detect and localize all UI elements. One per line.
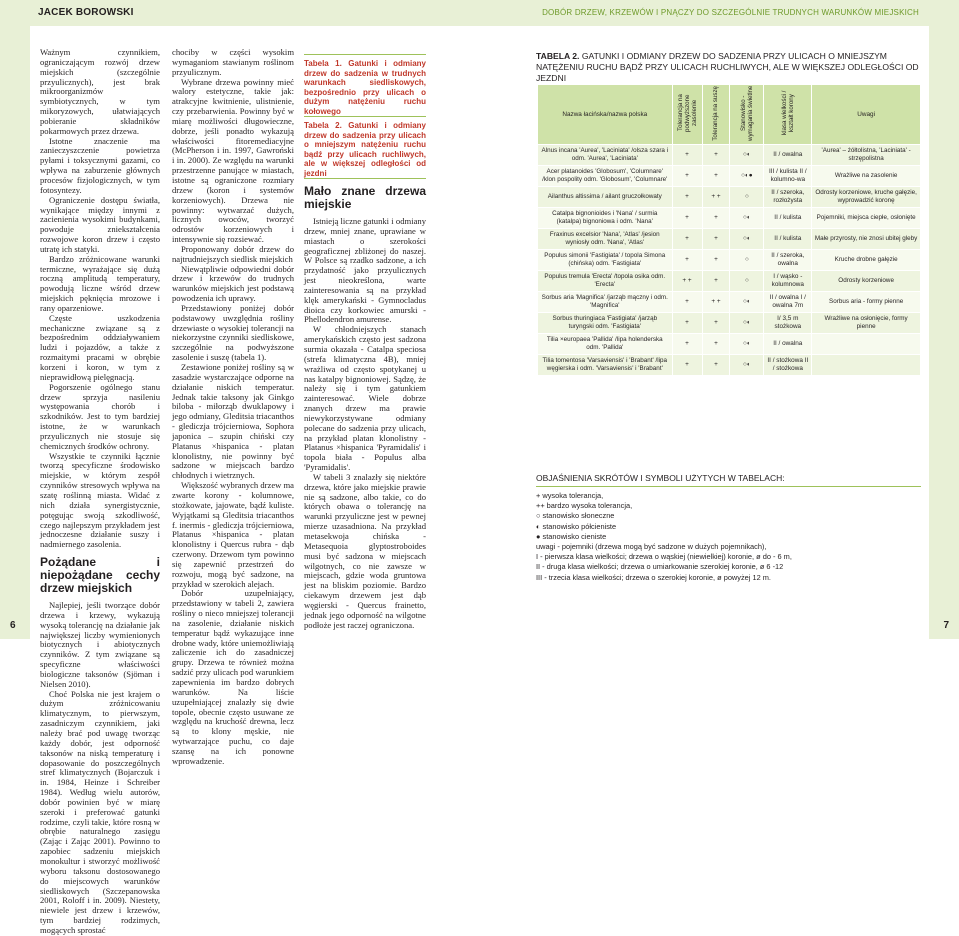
- paragraph: Ograniczenie dostępu światła, wynikające między innymi z zacienienia wysokimi budynkami, powoduje zniekształcenia rozwojowe koron drzew i często utratę ich statyki.: [40, 194, 160, 254]
- table-row: [538, 334, 921, 355]
- column-header-drought: Tolerancja na suszę: [702, 85, 730, 145]
- table-cell: Małe przyrosty, nie znosi ubitej gleby: [812, 229, 921, 250]
- column-header-notes: Uwagi: [812, 85, 921, 145]
- table-row: [538, 208, 921, 229]
- table-cell: III / kulista II / kolumno-wa: [764, 166, 812, 187]
- table-cell: ○◐: [730, 334, 764, 355]
- table-cell: +: [702, 313, 730, 334]
- table-cell: +: [672, 187, 702, 208]
- table-cell: Odrosty korzeniowe: [812, 271, 921, 292]
- table-cell: Kruche drobne gałęzie: [812, 250, 921, 271]
- table-1-caption: Tabela 1. Gatunki i odmiany drzew do sadzenia w trudnych warunkach siedliskowych, bezpośrednio przy ulicach o dużym natężeniu ruchu kołowego: [304, 59, 426, 116]
- column-header-light: Stanowisko - wymagania świetlne: [730, 85, 764, 145]
- column-header-salt: Tolerancja na podwyższone zasolenie: [672, 85, 702, 145]
- table-row: [538, 187, 921, 208]
- table-cell: +: [672, 355, 702, 376]
- table-cell: Ailanthus altissima / ailant gruczołkowaty: [538, 187, 673, 208]
- table-2-title-text: GATUNKI I ODMIANY DRZEW DO SADZENIA PRZY ULICACH O MNIEJSZYM NATĘŻENIU RUCHU BĄDŹ PRZY ULICACH RUCHLIWYCH, ALE W WIĘKSZEJ ODLEGŁOŚCI OD JEZDNI: [536, 51, 919, 83]
- table-cell: +: [702, 145, 730, 166]
- divider: [536, 486, 921, 487]
- table-cell: + +: [672, 271, 702, 292]
- paragraph: Niewątpliwie odpowiedni dobór drzew i krzewów do trudnych warunków miejskich jest podstawą powodzenia ich uprawy.: [172, 263, 294, 304]
- table-cell: Wrażliwe na zasolenie: [812, 166, 921, 187]
- table-cell: ○: [730, 271, 764, 292]
- legend-item: III - trzecia klasa wielkości; drzewa o szerokiej koronie, ø powyżej 12 m.: [536, 572, 771, 582]
- table-cell: ○◐: [730, 229, 764, 250]
- table-cell: +: [702, 355, 730, 376]
- table-row: [538, 313, 921, 334]
- table-cell: Catalpa bignonioides i 'Nana' / surmia (katalpa) bignoniowa i odm. 'Nana': [538, 208, 673, 229]
- table-cell: ○◐: [730, 355, 764, 376]
- table-cell: ○◐: [730, 208, 764, 229]
- table-2-label: TABELA 2.: [536, 51, 580, 61]
- table-cell: II / szeroka, rozłożysta: [764, 187, 812, 208]
- table-cell: Wrażliwe na osłonięcie, formy pienne: [812, 313, 921, 334]
- left-margin-band: [0, 26, 30, 639]
- legend-item: ○ stanowisko słoneczne: [536, 511, 615, 521]
- table-cell: +: [672, 334, 702, 355]
- table-cell: +: [672, 208, 702, 229]
- table-cell: +: [702, 334, 730, 355]
- table-cell: ○◐: [730, 313, 764, 334]
- table-2: [537, 84, 921, 376]
- text-column-2: [172, 47, 294, 766]
- legend-item: II - druga klasa wielkości; drzewa o umiarkowanie szerokiej koronie, ø 6 -12: [536, 562, 784, 572]
- table-cell: [812, 334, 921, 355]
- legend-item: ++ bardzo wysoka tolerancja,: [536, 501, 633, 511]
- column-header-name: Nazwa łacińska/nazwa polska: [538, 85, 673, 145]
- table-header-row: [538, 85, 921, 145]
- table-cell: Odrosty korzeniowe, kruche gałęzie, wyprowadzić koronę: [812, 187, 921, 208]
- section-heading-desired-traits: Pożądane i niepożądane cechy drzew miejskich: [40, 555, 160, 596]
- table-cell: 'Aurea' – żółtolistna, 'Laciniata' - strzępolistna: [812, 145, 921, 166]
- paragraph: Proponowany dobór drzew do najtrudniejszych siedlisk miejskich: [172, 243, 294, 264]
- paragraph: Najlepiej, jeśli tworzące dobór drzewa i krzewy, wykazują wysoką tolerancję na działanie jak największej liczby wymienionych biotycznych i abiotycznych czynników. Z tym związane są specyficzne właściwości biologiczne taksonów (Sjöman i Nielsen 2010).: [40, 600, 160, 689]
- table-cell: +: [672, 292, 702, 313]
- paragraph: Choć Polska nie jest krajem o dużym zróżnicowaniu klimatycznym, to pierwszym, zasadniczym czynnikiem, jaki należy brać pod uwagę tworząc każdy dobór, jest odporność taksonów na niską temperaturę i dopasowanie do poszczególnych stref klimatycznych (Bojarczuk i in. 1984, Heinze i Schreiber 1984). Według wielu autorów, dobór powinien być w miarę szeroki i preferować gatunki rodzime, czyli takie, które rosną w obrębie naturalnego zasięgu (Zając i Zając 2001). Powinno to zapobiec sadzeniu miejskich monokultur i stworzyć możliwość wyboru taksonu dostosowanego do miejscowych warunków siedliskowych (Szczepanowska 2001, Roloff i in. 2009). Niestety, niewiele jest drzew i krzewów, tym bardziej rodzimych, mogących sprostać: [40, 688, 160, 935]
- table-cell: Populus simonii 'Fastigiata' / topola Simona (chińska) odm. 'Fastigiata': [538, 250, 673, 271]
- table-row: [538, 166, 921, 187]
- paragraph: Pogorszenie ogólnego stanu drzew sprzyja nasileniu występowania chorób i szkodników. Jest to tym bardziej istotne, że w warunkach przyulicznych nie stosuje się chemicznych środków ochrony.: [40, 381, 160, 451]
- table-row: [538, 145, 921, 166]
- table-cell: + +: [702, 292, 730, 313]
- table-cell: [812, 355, 921, 376]
- table-cell: II / stożkowa II / stożkowa: [764, 355, 812, 376]
- paragraph: Ważnym czynnikiem, ograniczającym rozwój drzew miejskich (szczególnie przyulicznych), jest brak mikroorganizmów symbiotycznych, w tym mikoryzowych, ułatwiających pobieranie składników pokarmowych przez drzewa.: [40, 47, 160, 136]
- table-cell: II / owalna I / owalna 7m: [764, 292, 812, 313]
- table-cell: +: [672, 313, 702, 334]
- page-number-left: 6: [10, 620, 16, 631]
- paragraph: W tabeli 3 znalazły się niektóre drzewa, które jako miejskie prawie nie są sadzone, albo takie, co do których obawa o tolerancję na warunki przyuliczne jest w pewnej mierze uzasadniona. Na przykład metasekwoja chińska - Metasequoia glyptostroboides musi być sadzona w miejscach wilgotnych, co nie zawsze w miejscach, gdzie woda gruntowa jest na bliskim poziomie. Bardzo ciekawym drzewem jest dąb węgierski - Quercus frainetto, jednak jego odporność na wilgotne podłoże jest raczej ograniczona.: [304, 471, 426, 630]
- table-cell: I / wąsko -kolumnowa: [764, 271, 812, 292]
- paragraph: Istnieją liczne gatunki i odmiany drzew, mniej znane, uprawiane w miastach o szerokości geograficznej zbliżonej do naszej. W Polsce są rzadko sadzone, a ich przydatność jako przyulicznych jest nieokreślona, warte zainteresowania są na przykład klęk amerykański - Gymnocladus dioica czy korkowiec amurski - Phellodendron amurense.: [304, 216, 426, 325]
- table-row: [538, 355, 921, 376]
- paragraph: Większość wybranych drzew ma zwarte korony - kolumnowe, stożkowate, jajowate, bądź kuliste. Wyjątkami są Gleditsia triacanthos f. inermis - glediczja trójcierniowa, Platanus ×hispanica - platan klonolistny i Quercus rubra - dąb czerwony. Drzewom tym powinno się zapewnić przestrzeń do rozwoju, mogą być sadzone, na przykład w szerokich alejach.: [172, 480, 294, 589]
- paragraph: Istotne znaczenie ma zanieczyszczenie powietrza pyłami i toksycznymi gazami, co wpływa na zaburzenie głównych procesów fizjologicznych, w tym fotosyntezy.: [40, 135, 160, 195]
- table-cell: Sorbus aria 'Magnifica' /jarząb mączny i odm. 'Magnifica': [538, 292, 673, 313]
- table-2-caption: Tabela 2. Gatunki i odmiany drzew do sadzenia przy ulicach o mniejszym natężeniu ruchu bądź przy ulicach ruchliwych, ale w większej odległości od jezdni: [304, 121, 426, 178]
- table-cell: Alnus incana 'Aurea', 'Laciniata' /olsza szara i odm. 'Aurea', 'Laciniata': [538, 145, 673, 166]
- column-header-size: klasa wielkości / kształt korony: [764, 85, 812, 145]
- divider: [304, 116, 426, 117]
- divider: [304, 54, 426, 55]
- paragraph: Częste uszkodzenia mechaniczne związane są z bezpośrednim oddziaływaniem ludzi i pojazdów, a także z rozmaitymi pracami w obrębie korzeni i koron, w tym z nieprawidłową pielęgnacją.: [40, 312, 160, 382]
- table-cell: II / szeroka, owalna: [764, 250, 812, 271]
- table-cell: ○◐●: [730, 166, 764, 187]
- table-cell: Fraxinus excelsior 'Nana', 'Atlas' /jesion wyniosły odm. 'Nana', 'Atlas': [538, 229, 673, 250]
- legend-item: + wysoka tolerancja,: [536, 491, 604, 500]
- table-cell: +: [702, 208, 730, 229]
- table-cell: Tilia ×europaea 'Pallida' /lipa holenderska odm. 'Pallida': [538, 334, 673, 355]
- table-cell: Sorbus thuringiaca 'Fastigiata' /jarząb turyngski odm. 'Fastigiata': [538, 313, 673, 334]
- table-cell: II / kulista: [764, 208, 812, 229]
- table-cell: ○: [730, 187, 764, 208]
- legend-item: ◐ stanowisko półcieniste: [536, 521, 617, 531]
- table-cell: Pojemniki, miejsca ciepłe, osłonięte: [812, 208, 921, 229]
- table-cell: +: [672, 229, 702, 250]
- table-cell: +: [702, 271, 730, 292]
- text-column-3: [304, 54, 426, 642]
- table-cell: ○◐: [730, 292, 764, 313]
- table-cell: + +: [702, 187, 730, 208]
- table-cell: Acer platanoides 'Globosum', 'Columnare' /klon pospolity odm. 'Globosum', 'Columnare': [538, 166, 673, 187]
- legend-item: ● stanowisko cieniste: [536, 531, 607, 541]
- paragraph: Zestawione poniżej rośliny są w zasadzie wystarczające odporne na działanie niskich temperatur. Jednak takie taksony jak Ginkgo biloba - miłorząb dwuklapowy i jego odmiany, Gleditsia triacanthos - glediczja trójcierniowa, Sophora japonica – szupin chiński czy Platanus ×hispanica - platan klonolistny, nie powinny być sadzone w miejscach bardzo chłodnych i wietrznych.: [172, 362, 294, 481]
- legend-list: [536, 491, 921, 583]
- paragraph: Dobór uzupełniający, przedstawiony w tabeli 2, zawiera rośliny o nieco mniejszej tolerancji na zasolenie, działanie niskich temperatur bądź wykazujące inne drobne wady, które uniemożliwiają zaliczenie ich do zasadniczej grupy. Drzewa te również można sadzić przy ulicach pod warunkiem zapewnienia im bardzo dobrych warunków. Na liście uzupełniającej znalazły się dwie topole, obecnie często usuwane ze względu na kruchość drewna, lecz są to klony męskie, nie wytwarzające puchu, co daje szansę na ich ponowne wprowadzenie.: [172, 588, 294, 766]
- table-cell: I/ 3,5 m stożkowa: [764, 313, 812, 334]
- paragraph: Bardzo zróżnicowane warunki termiczne, wyrażające się dużą roczną amplitudą temperatury, powodują liczne wśród drzew miejskich pęknięcia mrozowe i rany oparzeniowe.: [40, 253, 160, 313]
- table-row: [538, 229, 921, 250]
- table-cell: Tilia tomentosa 'Varsaviensis' i 'Brabant' /lipa węgierska i odm. 'Varsaviensis' i 'Brabant': [538, 355, 673, 376]
- page-number-right: 7: [943, 620, 949, 631]
- divider: [304, 178, 426, 179]
- table-cell: Populus tremula 'Erecta' /topola osika odm. 'Erecta': [538, 271, 673, 292]
- table-cell: +: [672, 166, 702, 187]
- table-cell: +: [702, 250, 730, 271]
- paragraph: Wszystkie te czynniki łącznie tworzą specyficzne środowisko miejskie, w którym zespół czynników stresowych wpływa na szatę roślinną miasta. Widać z nich działa synergistycznie, potęgując swoją szkodliwość, czego najlepszym przykładem jest jednoczesne działanie suszy i nadmiernego zasolenia.: [40, 450, 160, 550]
- paragraph: Wybrane drzewa powinny mieć walory estetyczne, takie jak: atrakcyjne kwitnienie, ulistnienie, czy przebarwienia. Powinny być w miarę możliwości długowieczne, dobrze, jeśli ponadto wykazują właściwości fitoremediacyjne (McPherson i in. 1997, Gawroński i in. 2000). Ze względu na warunki przestrzenne panujące w miastach, istotne są ograniczone rozmiary drzew (koron i systemów korzeniowych). Drzewa nie powinny: wytwarzać dużych, licznych owoców, tworzyć odrostów korzeniowych i intensywnie się rozsiewać.: [172, 76, 294, 245]
- paragraph: W chłodniejszych stanach amerykańskich często jest sadzona surmia okazała - Catalpa speciosa (strefa klimatyczna 4B), mniej wrażliwa od często spotykanej u nas katalpy bignoniowej. Sądzę, że należy się i tym gatunkiem zainteresować. Wiele dobrze znanych drzew ma prawie niewykorzystywane odmiany polecane do sadzenia przy ulicach, na przykład platan klonolistny - Platanus ×hispanica 'Pyramidalis' i topola biała - Populus alba 'Pyramidalis'.: [304, 324, 426, 473]
- page-header: [0, 0, 959, 26]
- section-heading-lesser-known-trees: Mało znane drzewa miejskie: [304, 184, 426, 211]
- text-column-1: [40, 47, 160, 935]
- table-cell: +: [672, 250, 702, 271]
- table-cell: ○◐: [730, 145, 764, 166]
- table-2-title: [536, 51, 921, 84]
- table-row: [538, 271, 921, 292]
- table-cell: +: [672, 145, 702, 166]
- header-author: JACEK BOROWSKI: [38, 7, 134, 18]
- table-cell: II / kulista: [764, 229, 812, 250]
- paragraph: chociby w części wysokim wymaganiom stawianym roślinom przyulicznym.: [172, 47, 294, 77]
- legend-item: I - pierwsza klasa wielkości; drzewa o wąskiej (niewielkiej) koronie, ø do - 6 m,: [536, 552, 792, 562]
- legend-item: uwagi - pojemniki (drzewa mogą być sadzone w dużych pojemnikach),: [536, 542, 767, 552]
- right-margin-band: [929, 26, 959, 639]
- table-cell: II / owalna: [764, 145, 812, 166]
- table-cell: +: [702, 229, 730, 250]
- header-title: DOBÓR DRZEW, KRZEWÓW I PNĄCZY DO SZCZEGÓLNIE TRUDNYCH WARUNKÓW MIEJSKICH: [542, 8, 919, 17]
- table-cell: +: [702, 166, 730, 187]
- legend-title: OBJAŚNIENIA SKRÓTÓW I SYMBOLI UŻYTYCH W TABELACH:: [536, 473, 785, 483]
- table-cell: II / owalna: [764, 334, 812, 355]
- table-row: [538, 292, 921, 313]
- table-cell: Sorbus aria - formy pienne: [812, 292, 921, 313]
- table-2-body: [538, 145, 921, 376]
- paragraph: Przedstawiony poniżej dobór podstawowy uwzględnia rośliny drzewiaste o wysokiej tolerancji na niekorzystne czynniki siedliskowe, szczególnie na podwyższone zasolenie i suszę (tabela 1).: [172, 302, 294, 363]
- table-row: [538, 250, 921, 271]
- table-cell: ○: [730, 250, 764, 271]
